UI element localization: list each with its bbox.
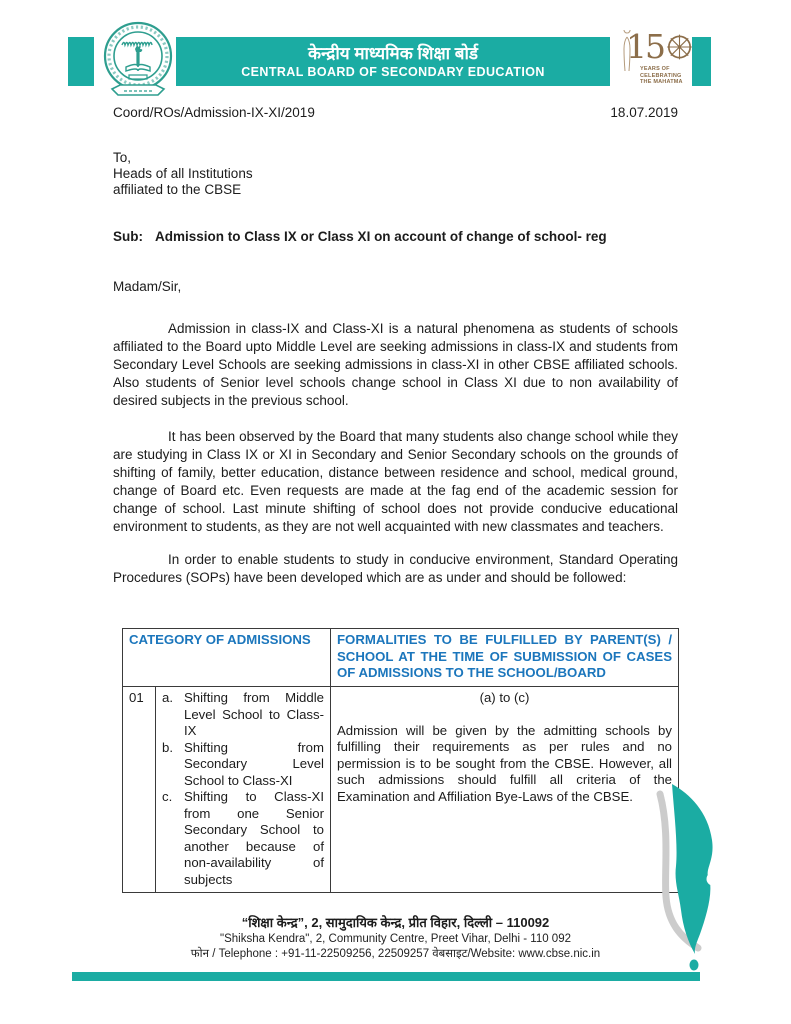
reference-number: Coord/ROs/Admission-IX-XI/2019 [113, 105, 315, 120]
category-item-text: Shifting to Class-XI from one Senior Secondary School to another because of non-availability of subjects [184, 789, 324, 887]
body-paragraph-3: In order to enable students to study in conducive environment, Standard Operating Procedures (SOPs) have been developed which are as under and should be followed: [113, 552, 678, 585]
formalities-text: Admission will be given by the admitting schools by fulfilling their requirements as per rules and no permission is to be sought from the CBSE. However, all such admissions should fulfill all criteria of the Examination and Affiliation Bye-Laws of the CBSE. [337, 722, 672, 804]
reference-row [113, 105, 678, 120]
addressee-line: Heads of all Institutions [113, 166, 253, 181]
category-item-marker: a. [162, 690, 173, 705]
row-serial-number: 01 [123, 687, 156, 893]
org-name-english: CENTRAL BOARD OF SECONDARY EDUCATION [241, 65, 545, 79]
footer-accent-bar [72, 972, 700, 981]
subject-label: Sub: [113, 229, 143, 244]
footer-phone-website: फोन / Telephone : +91-11-22509256, 22509257 वेबसाइट/Website: www.cbse.nic.in [190, 948, 601, 960]
column-header-formalities: FORMALITIES TO BE FULFILLED BY PARENT(S) / SCHOOL AT THE TIME OF SUBMISSION OF CASES OF ADMISSIONS TO THE SCHOOL/BOARD [331, 629, 679, 687]
subject-text: Admission to Class IX or Class XI on account of change of school- reg [155, 229, 607, 244]
formalities-range: (a) to (c) [479, 690, 530, 705]
logo150-caption [640, 66, 694, 86]
category-list-cell [156, 687, 331, 893]
category-item-text: Shifting from Middle Level School to Class-IX [184, 690, 324, 738]
category-item-a [162, 690, 324, 740]
category-item-marker: c. [162, 789, 173, 804]
column-header-category: CATEGORY OF ADMISSIONS [123, 629, 331, 687]
footer-address-hindi: “शिक्षा केन्द्र”, 2, सामुदायिक केन्द्र, प्रीत विहार, दिल्ली – 110092 [241, 915, 550, 930]
body-paragraph-1: Admission in class-IX and Class-XI is a natural phenomena as students of schools affiliated to the Board upto Middle Level are seeking admissions in class-IX and students from Secondary Level Schools are seeking admissions in class-XI in other CBSE affiliated schools. Also students of Senior level schools change school in Class XI due to non availability of desired subjects in the previous school. [113, 321, 678, 408]
body-paragraph-2: It has been observed by the Board that many students also change school while they are studying in Class IX or XI in Secondary and Senior Secondary schools on the grounds of shifting of family, better education, distance between residence and school, medical ground, change of Board etc. Even requests are made at the fag end of the academic session for change of school. Last minute shifting of school does not provide conducive educational environment to students, as they are not well acquainted with new classmates and teachers. [113, 429, 678, 534]
category-item-b [162, 740, 324, 790]
quill-feather-icon [650, 782, 730, 977]
mahatma-150-logo [626, 27, 694, 88]
category-item-marker: b. [162, 739, 173, 755]
letter-date: 18.07.2019 [610, 105, 678, 120]
addressee-line: affiliated to the CBSE [113, 182, 242, 197]
logo150-caption-line: YEARS OF [640, 66, 670, 72]
logo150-digits: 15 [626, 27, 664, 66]
subject-line [113, 229, 678, 244]
charkha-wheel-icon [665, 30, 694, 64]
header-title-band [176, 37, 610, 86]
header-right-accent-block [692, 37, 711, 86]
mahatma-figure-icon [620, 30, 634, 74]
category-item-c [162, 789, 324, 888]
addressee-block [113, 150, 253, 198]
formalities-cell [331, 687, 679, 893]
sop-table-header-row [123, 629, 679, 687]
cbse-emblem-icon [102, 19, 174, 103]
logo150-caption-line: THE MAHATMA [640, 79, 683, 85]
addressee-line: To, [113, 150, 132, 165]
salutation: Madam/Sir, [113, 279, 182, 294]
org-name-hindi: केन्द्रीय माध्यमिक शिक्षा बोर्ड [308, 44, 478, 63]
logo150-caption-line: CELEBRATING [640, 72, 682, 79]
footer-address-english: "Shiksha Kendra", 2, Community Centre, Preet Vihar, Delhi - 110 092 [219, 933, 571, 945]
header-left-accent-block [68, 37, 94, 86]
sop-table [122, 628, 679, 893]
category-item-text: Shifting from Secondary Level School to Class-XI [184, 739, 324, 788]
sop-table-row [123, 687, 679, 893]
